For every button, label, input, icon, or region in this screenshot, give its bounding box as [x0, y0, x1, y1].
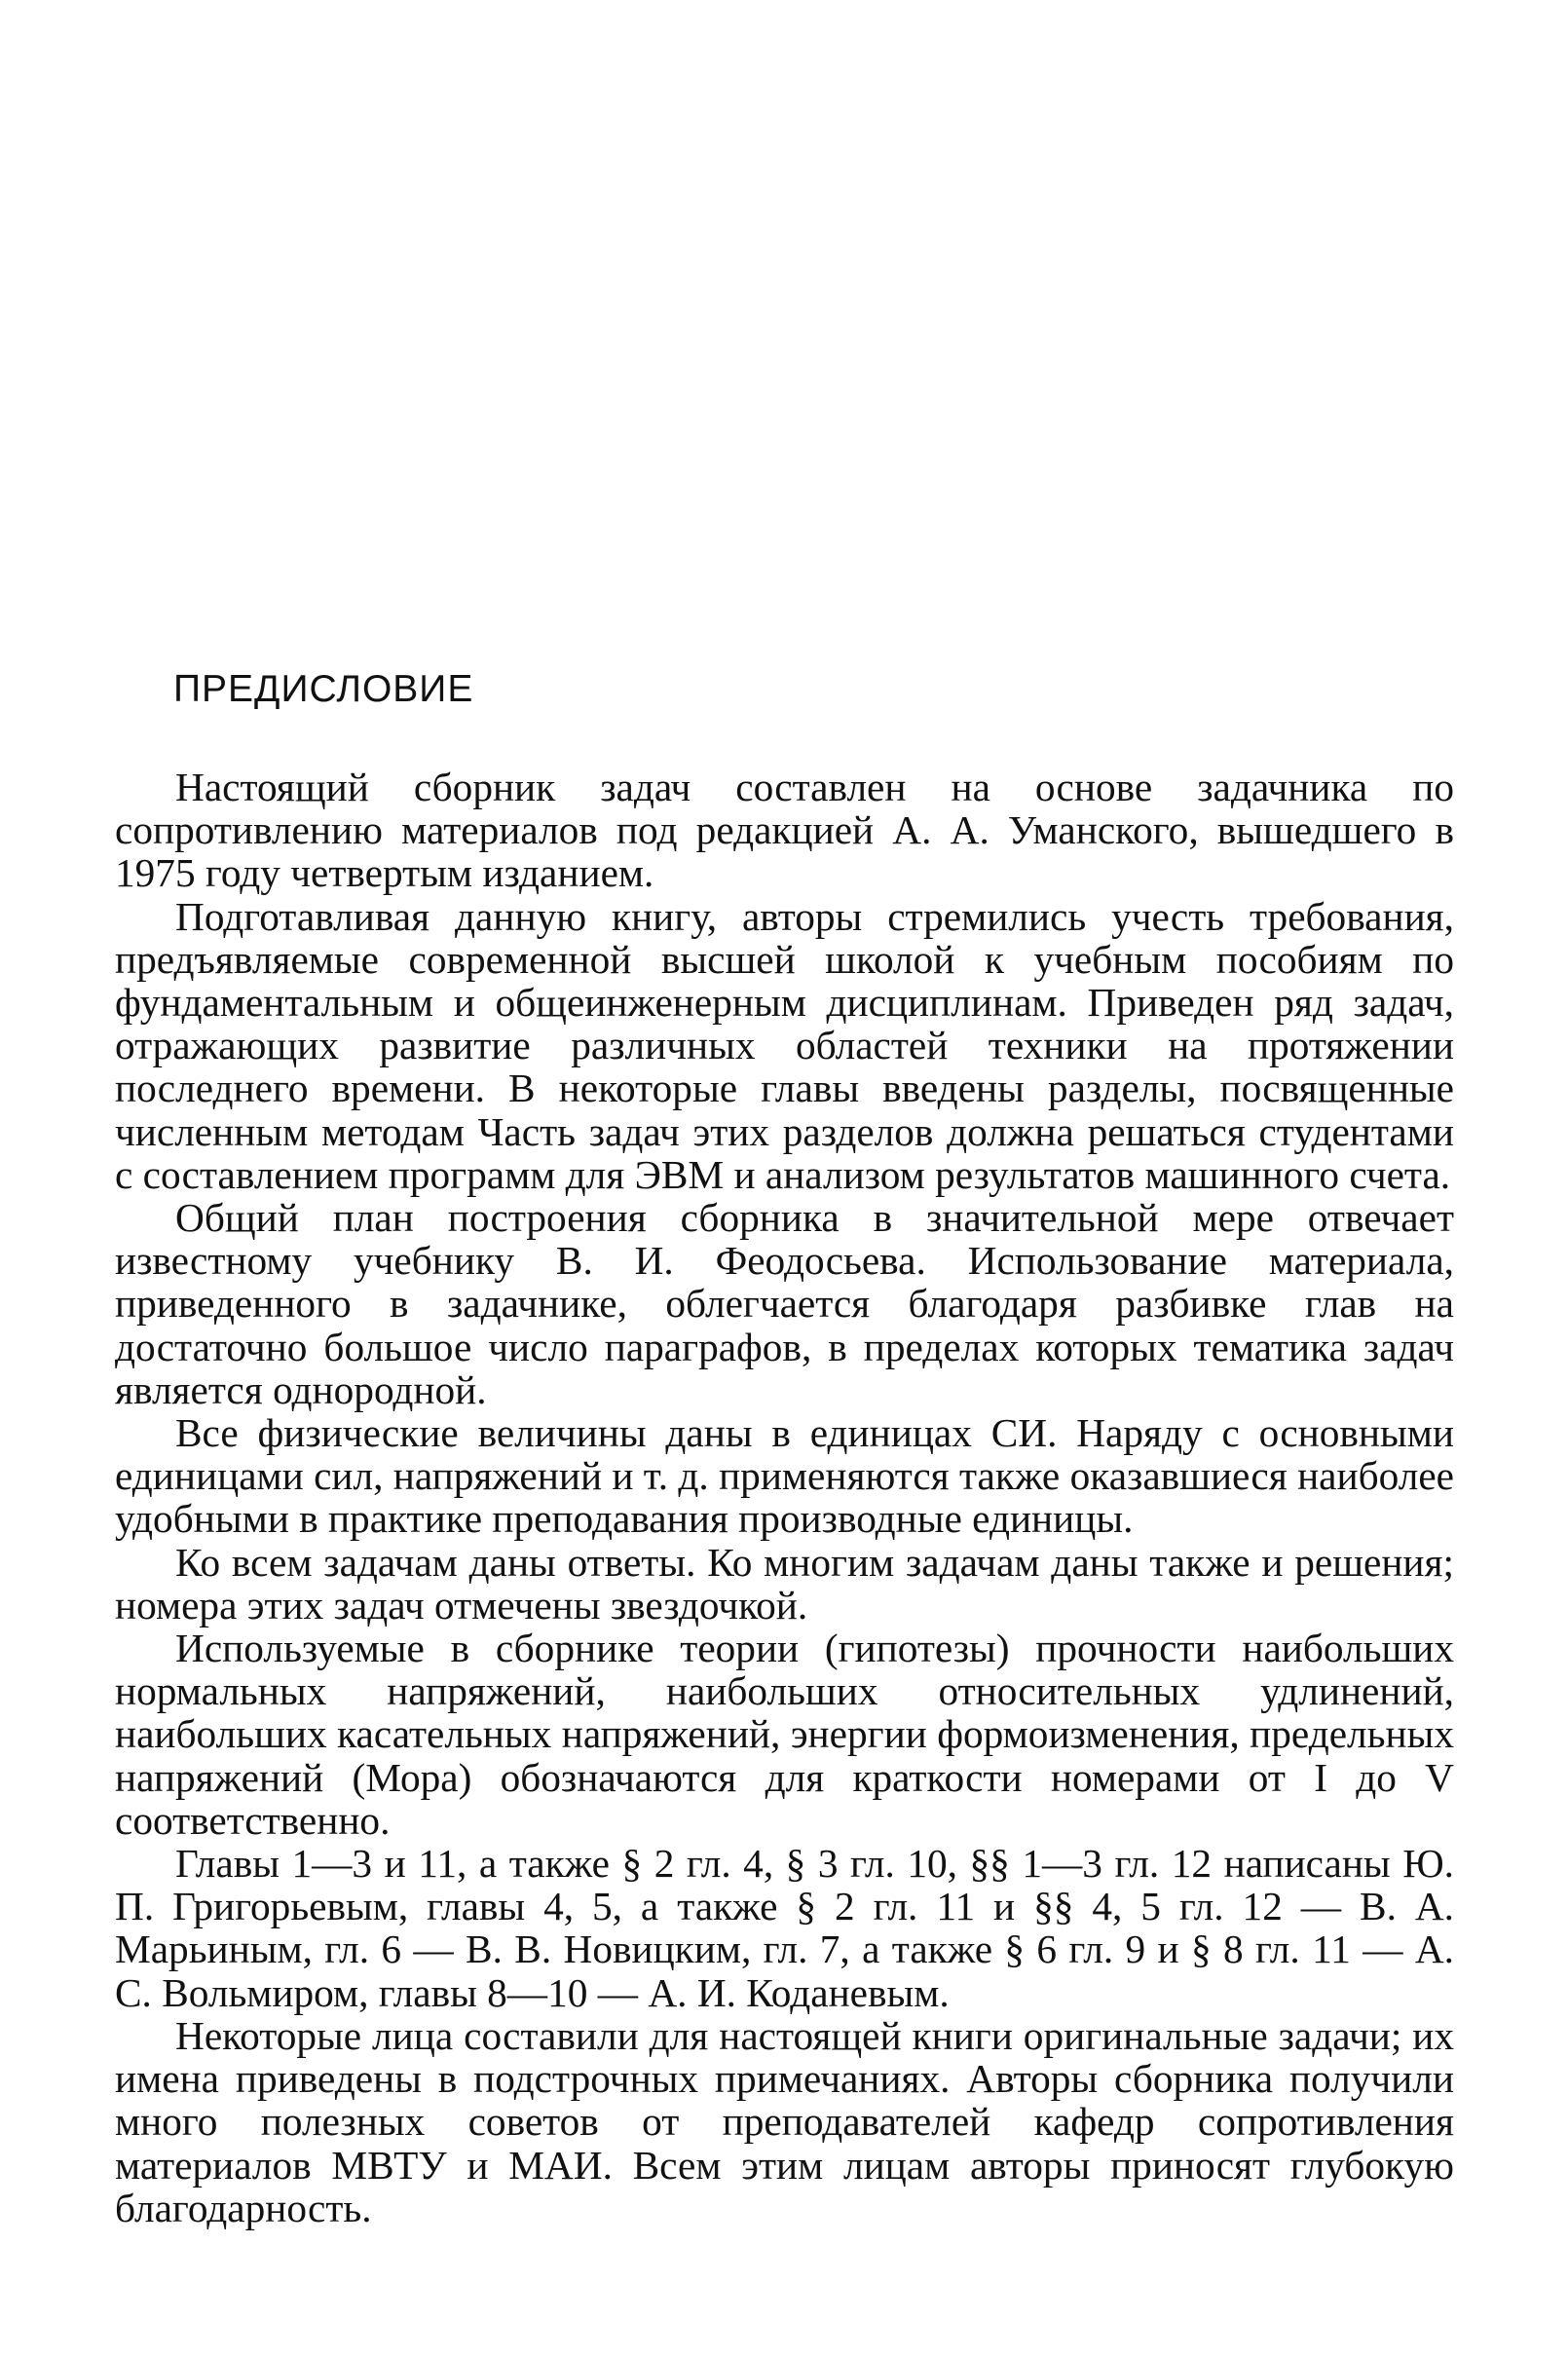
page-title: ПРЕДИСЛОВИЕ	[173, 668, 474, 710]
paragraph: Ко всем задачам даны ответы. Ко многим задачам даны также и решения; номера этих задач отмечены звездочкой.	[115, 1539, 1454, 1627]
paragraph: Главы 1—3 и 11, а также § 2 гл. 4, § 3 гл. 10, §§ 1—3 гл. 12 написаны Ю. П. Григорьевым, главы 4, 5, а также § 2 гл. 11 и §§ 4, 5 гл. 12 — В. А. Марьиным, гл. 6 — В. В. Новицким, гл. 7, а также § 6 гл. 9 и § 8 гл. 11 — А. С. Вольмиром, главы 8—10 — А. И. Коданевым.	[115, 1841, 1454, 2015]
paragraph: Используемые в сборнике теории (гипотезы) прочности наибольших нормальных напряжений, наибольших относительных удлинений, наибольших касательных напряжений, энергии формоизменения, предельных напряжений (Мора) обозначаются для краткости номерами от I до V соответственно.	[115, 1626, 1454, 1843]
paragraph: Некоторые лица составили для настоящей книги оригинальные задачи; их имена приведены в подстрочных примечаниях. Авторы сборника получили много полезных советов от преподавателей кафедр сопротивления материалов МВТУ и МАИ. Всем этим лицам авторы приносят глубокую благодарность.	[115, 2012, 1454, 2230]
paragraph: Подготавливая данную книгу, авторы стремились учесть требования, предъявляемые современной высшей школой к учебным пособиям по фундаментальным и общеинженерным дисциплинам. Приведен ряд задач, отражающих развитие различных областей техники на протяжении последнего времени. В некоторые главы введены разделы, посвященные численным методам Часть задач этих разделов должна решаться студентами с составлением программ для ЭВМ и анализом результатов машинного счета.	[115, 893, 1454, 1197]
paragraph: Все физические величины даны в единицах СИ. Наряду с основными единицами сил, напряжений и т. д. применяются также оказавшиеся наиболее удобными в практике преподавания производные единицы.	[115, 1410, 1454, 1542]
book-page	[115, 0, 1454, 2357]
paragraph: Общий план построения сборника в значительной мере отвечает известному учебнику В. И. Феодосьева. Использование материала, приведенного в задачнике, облегчается благодаря разбивке глав на достаточно большое число параграфов, в пределах которых тематика задач является однородной.	[115, 1195, 1454, 1412]
paragraph: Настоящий сборник задач составлен на основе задачника по сопротивлению материалов под редакцией А. А. Уманского, вышедшего в 1975 году четвертым изданием.	[115, 765, 1454, 896]
preface-text	[115, 766, 1454, 2229]
